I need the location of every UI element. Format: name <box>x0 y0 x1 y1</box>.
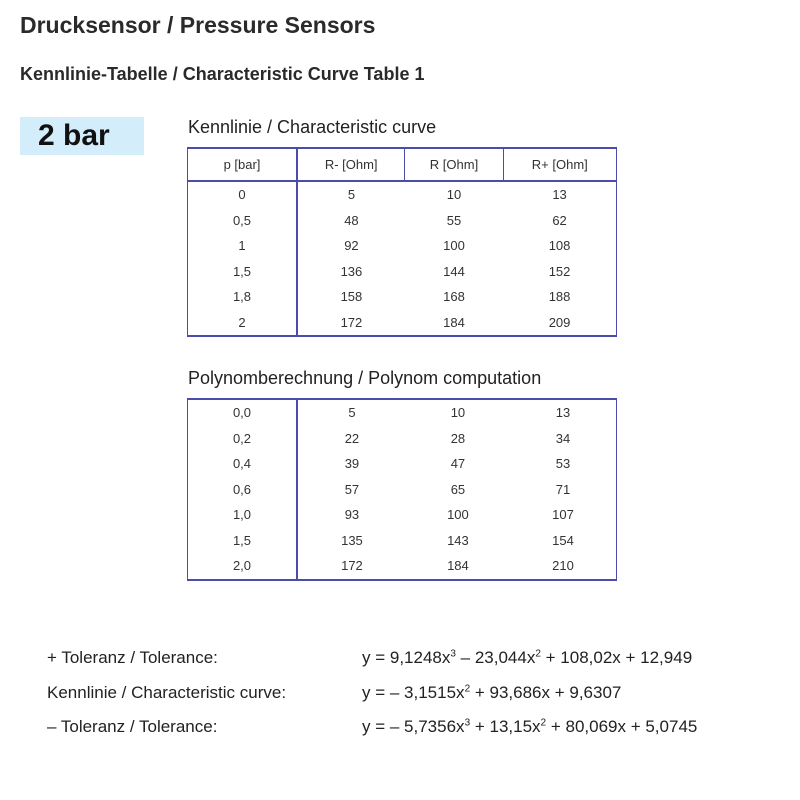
table-cell: 210 <box>552 558 574 574</box>
table-cell: 158 <box>340 289 363 305</box>
table-cell: 13 <box>555 405 571 421</box>
table-cell: 92 <box>344 238 359 254</box>
table-cell: 2 <box>188 310 298 337</box>
table-cell: 57 <box>344 481 360 497</box>
table-cell: 172 <box>340 314 363 330</box>
table-cell: 0,5 <box>188 208 298 234</box>
formulas-block <box>47 641 697 745</box>
formula-term: + 80,069x + 5,0745 <box>546 717 698 737</box>
table-cell: 172 <box>341 558 363 574</box>
formula-expression <box>362 717 697 737</box>
formula-term: – 23,044x <box>455 648 536 668</box>
formula-term: y = 9,1248x <box>362 648 451 668</box>
table-cell: 28 <box>450 430 466 446</box>
header-r: R [Ohm] <box>405 148 503 181</box>
formula-exponent: 2 <box>540 717 547 729</box>
formula-row <box>47 676 697 711</box>
formula-exponent: 2 <box>464 683 471 695</box>
formula-term: + 108,02x + 12,949 <box>540 648 693 668</box>
table-cell: 1,8 <box>188 284 298 310</box>
table-cell: 188 <box>548 289 571 305</box>
page-title: Drucksensor / Pressure Sensors <box>20 12 376 38</box>
table-cell: 47 <box>450 456 466 472</box>
table-cell: 48 <box>344 212 359 228</box>
table-header-row <box>188 148 617 181</box>
table-cell: 5 <box>348 405 356 421</box>
formula-row <box>47 710 697 745</box>
table-row <box>188 502 617 528</box>
table-row <box>188 208 617 234</box>
table-cell: 152 <box>548 263 571 279</box>
table-cell: 71 <box>555 481 571 497</box>
table-cell: 55 <box>446 212 462 228</box>
table-cell: 184 <box>443 314 465 330</box>
table-cell: 1 <box>188 233 298 259</box>
table-cell: 2,0 <box>188 553 298 580</box>
table-cell: 0,4 <box>188 451 298 477</box>
polynom-computation-title: Polynomberechnung / Polynom computation <box>188 368 542 388</box>
header-pressure: p [bar] <box>188 148 298 181</box>
polynom-computation-table <box>187 398 617 581</box>
table-cell: 93 <box>344 507 360 523</box>
table-row <box>188 451 617 477</box>
formula-row <box>47 641 697 676</box>
formula-label: + Toleranz / Tolerance: <box>47 648 218 668</box>
formula-exponent: 3 <box>464 717 471 729</box>
table-row <box>188 259 617 285</box>
table-row <box>188 528 617 554</box>
formula-exponent: 2 <box>535 648 541 660</box>
table-cell: 168 <box>443 289 465 305</box>
table-cell: 10 <box>446 187 462 203</box>
table-cell: 107 <box>552 507 574 523</box>
table-row <box>188 477 617 503</box>
table-row <box>188 233 617 259</box>
formula-term: + 13,15x <box>470 717 541 737</box>
formula-exponent: 3 <box>450 648 456 660</box>
table-cell: 34 <box>555 430 571 446</box>
table-cell: 154 <box>552 532 574 548</box>
table-cell: 184 <box>447 558 469 574</box>
table-cell: 1,5 <box>188 528 298 554</box>
table-row <box>188 426 617 452</box>
table-cell: 62 <box>552 212 567 228</box>
formula-term: y = – 3,1515x <box>362 682 465 702</box>
table-cell: 0,2 <box>188 426 298 452</box>
table-cell: 100 <box>447 507 469 523</box>
table-cell: 135 <box>341 532 363 548</box>
table-cell: 144 <box>443 263 465 279</box>
table-cell: 39 <box>344 456 360 472</box>
table-cell: 65 <box>450 481 466 497</box>
table-cell: 143 <box>447 532 469 548</box>
table-cell: 1,0 <box>188 502 298 528</box>
formula-expression <box>362 648 692 668</box>
table-cell: 53 <box>555 456 571 472</box>
table-row <box>188 310 617 337</box>
page-subtitle: Kennlinie-Tabelle / Characteristic Curve Table 1 <box>20 64 425 84</box>
table-cell: 100 <box>443 238 465 254</box>
characteristic-curve-table <box>187 147 617 337</box>
formula-term: + 93,686x + 9,6307 <box>470 682 622 702</box>
formula-term: y = – 5,7356x <box>362 717 465 737</box>
formula-label: – Toleranz / Tolerance: <box>47 717 218 737</box>
header-r-minus: R- [Ohm] <box>297 148 405 181</box>
table-cell: 0,6 <box>188 477 298 503</box>
table-cell: 0 <box>188 181 298 208</box>
characteristic-curve-title: Kennlinie / Characteristic curve <box>188 117 437 137</box>
formula-expression <box>362 683 621 703</box>
header-r-plus: R+ [Ohm] <box>503 148 616 181</box>
table-cell: 1,5 <box>188 259 298 285</box>
formula-label: Kennlinie / Characteristic curve: <box>47 682 287 702</box>
table-row <box>188 399 617 426</box>
pressure-range-badge: 2 bar <box>20 117 144 155</box>
table-cell: 0,0 <box>188 399 298 426</box>
table-cell: 10 <box>450 405 466 421</box>
table-cell: 108 <box>548 238 571 254</box>
table-cell: 5 <box>347 187 356 203</box>
table-cell: 136 <box>340 263 363 279</box>
table-cell: 22 <box>344 430 360 446</box>
table-cell: 13 <box>552 187 567 203</box>
table-row <box>188 553 617 580</box>
table-row <box>188 284 617 310</box>
table-row <box>188 181 617 208</box>
table-cell: 209 <box>548 314 571 330</box>
